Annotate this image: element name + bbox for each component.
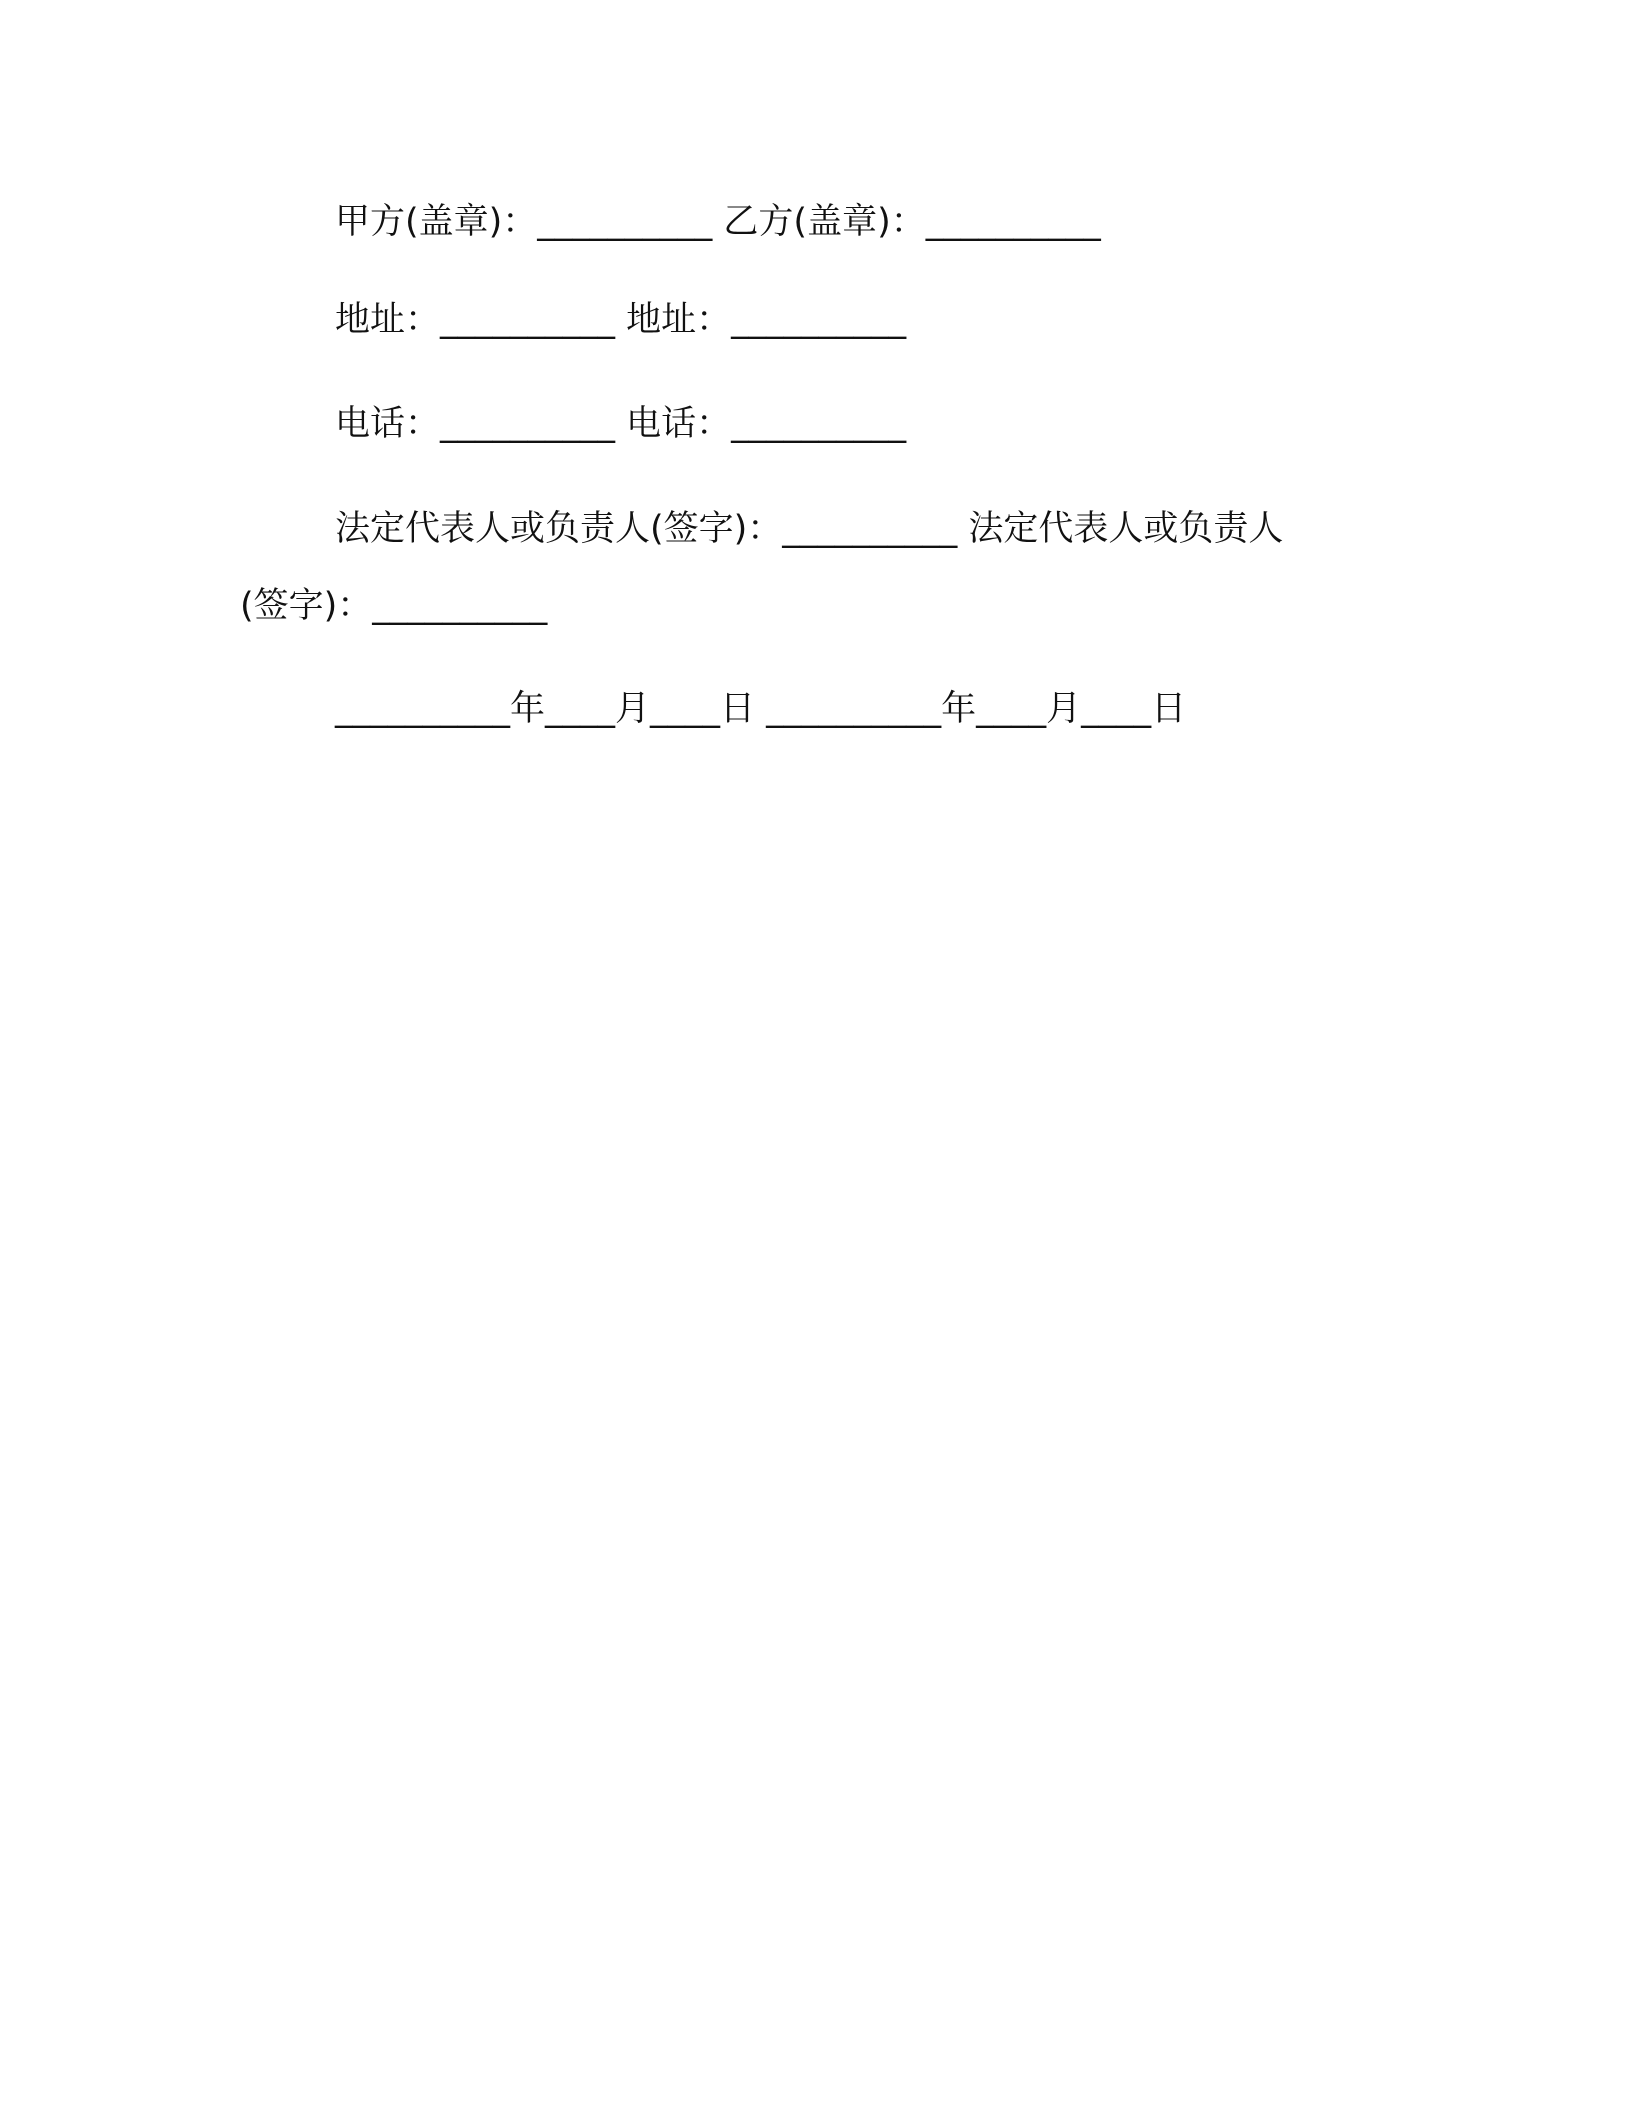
phone-line: 电话：__________ 电话：__________ — [335, 404, 907, 444]
legal-representative-line: 法定代表人或负责人(签字)：__________ 法定代表人或负责人 — [335, 509, 1284, 549]
legal-representative-line-continued: (签字)：__________ — [240, 586, 548, 626]
date-line: __________年____月____日 __________年____月____日 — [335, 689, 1187, 729]
address-line: 地址：__________ 地址：__________ — [335, 300, 907, 340]
party-seal-line: 甲方(盖章)：__________ 乙方(盖章)：__________ — [335, 202, 1101, 242]
